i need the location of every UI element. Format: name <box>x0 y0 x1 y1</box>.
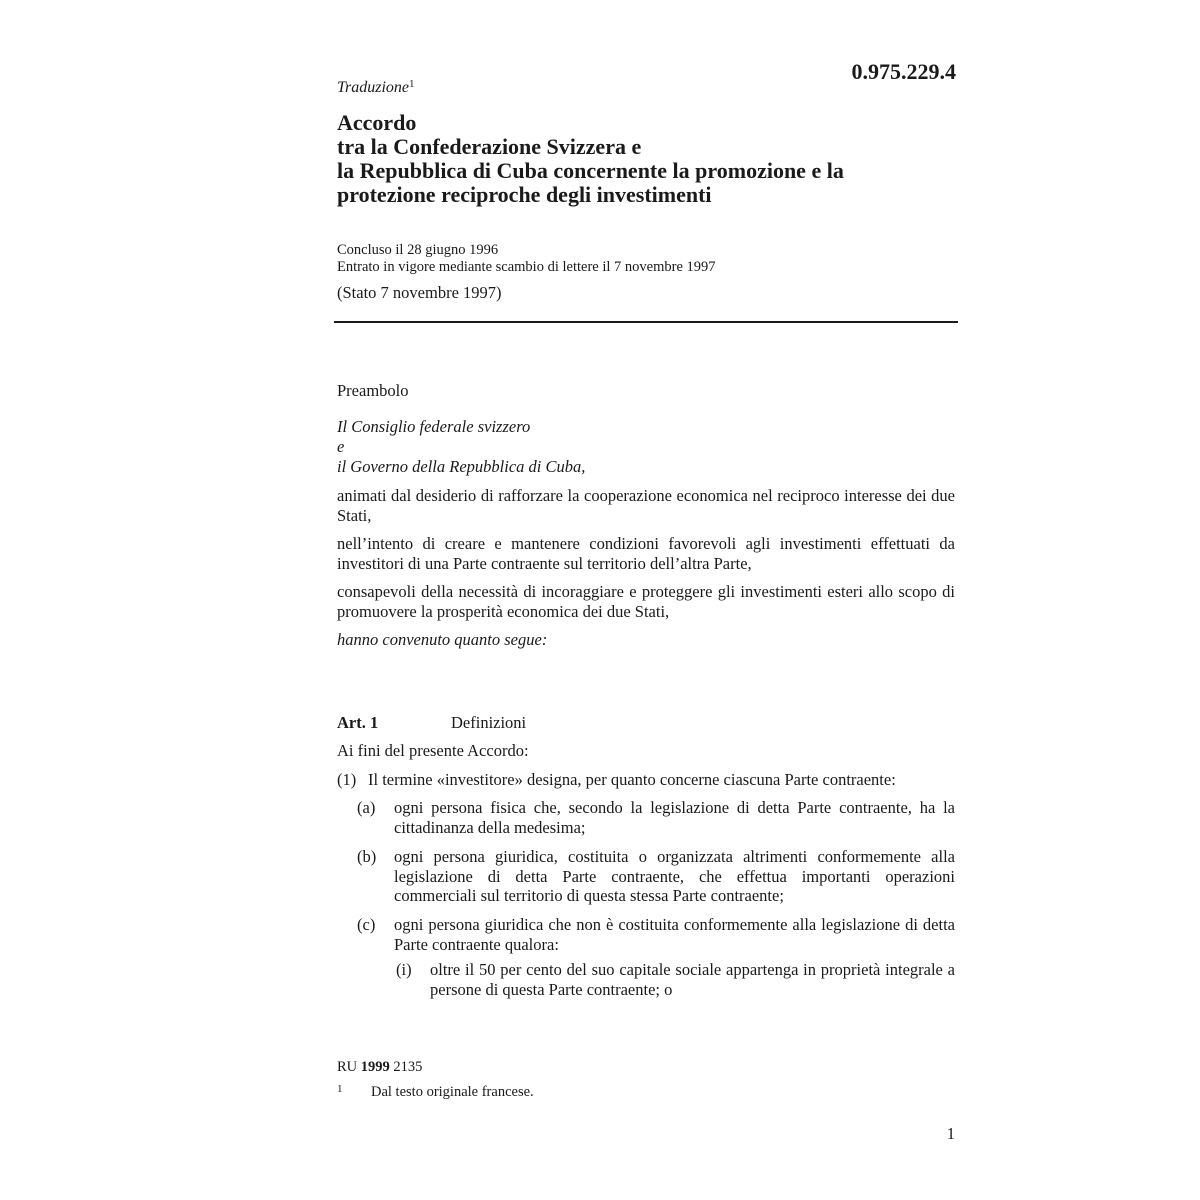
clause-number: (1) <box>337 770 357 789</box>
preamble-paragraph: animati dal desiderio di rafforzare la cooperazione economica nel reciproco interesse dei due Stati, <box>337 486 955 525</box>
item-label: (c) <box>357 915 376 934</box>
contracting-parties <box>337 417 585 477</box>
preamble-paragraph: nell’intento di creare e mantenere condizioni favorevoli agli investimenti effettuati da investitori di una Parte contraente sul territorio dell’altra Parte, <box>337 534 955 573</box>
preamble-closing: hanno convenuto quanto segue: <box>337 630 548 649</box>
clause-subitem <box>396 960 955 999</box>
clause <box>337 770 957 790</box>
ru-year: 1999 <box>360 1059 390 1075</box>
subitem-label: (i) <box>396 960 412 979</box>
ru-prefix: RU <box>337 1059 358 1075</box>
preamble-paragraph: consapevoli della necessità di incoraggiare e proteggere gli investimenti esteri allo scopo di promuovere la prosperità economica dei due Stati, <box>337 582 955 621</box>
title-line: tra la Confederazione Svizzera e <box>337 134 642 159</box>
title-line: Accordo <box>337 110 417 135</box>
item-text: ogni persona fisica che, secondo la legislazione di detta Parte contraente, ha la cittadinanza della medesima; <box>394 798 955 837</box>
document-number: 0.975.229.4 <box>851 59 956 84</box>
footnote-text: Dal testo originale francese. <box>371 1084 534 1100</box>
status-date: (Stato 7 novembre 1997) <box>337 283 502 302</box>
clause-item <box>357 915 955 954</box>
entry-into-force: Entrato in vigore mediante scambio di lettere il 7 novembre 1997 <box>337 259 716 275</box>
party-line: e <box>337 437 345 456</box>
article-title: Definizioni <box>451 713 527 732</box>
official-collection-reference <box>337 1058 422 1076</box>
page-number: 1 <box>946 1124 955 1143</box>
footnote-mark: 1 <box>337 1083 343 1095</box>
subitem-text: oltre il 50 per cento del suo capitale sociale appartenga in proprietà integrale a persone di questa Parte contraente; o <box>430 960 955 999</box>
party-line: il Governo della Repubblica di Cuba, <box>337 457 586 476</box>
footnote <box>337 1080 534 1101</box>
clause-item <box>357 847 955 906</box>
header-divider <box>334 321 958 323</box>
preamble-heading: Preambolo <box>337 381 409 400</box>
item-label: (a) <box>357 798 376 817</box>
translation-text: Traduzione <box>337 79 410 96</box>
article-intro: Ai fini del presente Accordo: <box>337 741 529 760</box>
item-label: (b) <box>357 847 377 866</box>
article-number: Art. 1 <box>337 713 379 732</box>
conclusion-info <box>337 242 716 276</box>
article-heading <box>337 713 526 733</box>
footnote-ref[interactable]: 1 <box>409 78 415 90</box>
title-line: la Repubblica di Cuba concernente la promozione e la <box>337 158 844 183</box>
clause-text: Il termine «investitore» designa, per quanto concerne ciascuna Parte contraente: <box>368 770 896 789</box>
ru-page: 2135 <box>393 1059 423 1075</box>
item-text: ogni persona giuridica, costituita o organizzata altrimenti conformemente alla legislazione di detta Parte contraente, che effettua importanti operazioni commerciali sul territorio di questa stessa Parte contraente; <box>394 847 955 905</box>
title-line: protezione reciproche degli investimenti <box>337 182 712 207</box>
clause-item <box>357 798 955 837</box>
party-line: Il Consiglio federale svizzero <box>337 417 531 436</box>
item-text: ogni persona giuridica che non è costituita conformemente alla legislazione di detta Parte contraente qualora: <box>394 915 955 954</box>
document-title <box>337 111 957 207</box>
concluded-date: Concluso il 28 giugno 1996 <box>337 242 499 258</box>
translation-label <box>337 74 415 98</box>
